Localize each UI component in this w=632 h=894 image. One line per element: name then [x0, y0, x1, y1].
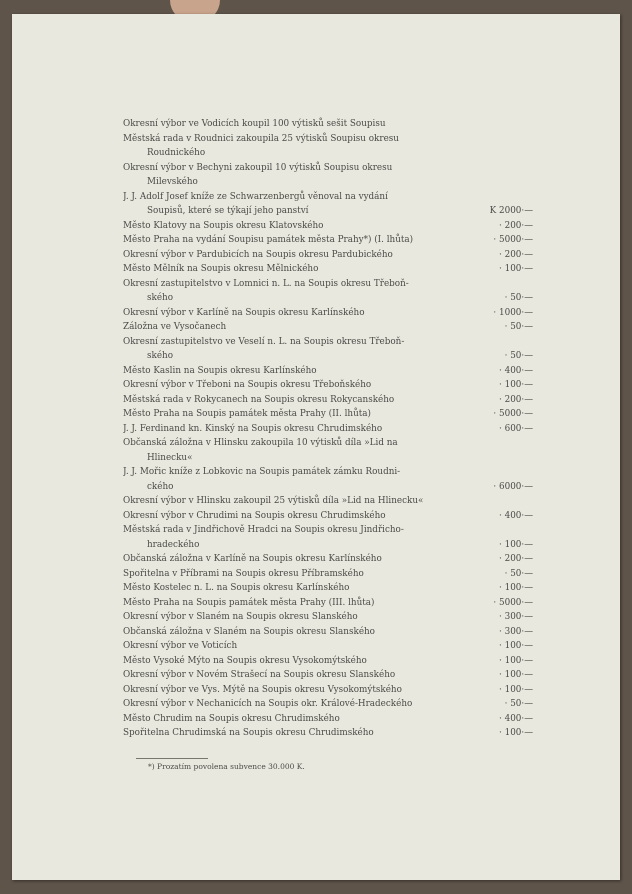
- entry-text: Roudnického: [147, 148, 206, 158]
- entry-amount: · 600·—: [499, 423, 533, 434]
- entry-amount: · 5000·—: [493, 235, 533, 245]
- entry-text: Okresní výbor v Slaném na Soupis okresu Slanského: [123, 612, 358, 622]
- entry-text: Okresní výbor v Bechyni zakoupil 10 výtisků Soupisu okresu: [123, 162, 393, 173]
- entry-text: Milevského: [147, 177, 198, 187]
- list-item: [123, 204, 533, 219]
- list-item: [123, 277, 533, 292]
- list-item: [123, 364, 533, 379]
- entry-amount: · 100·—: [499, 728, 533, 738]
- entry-amount: · 50·—: [504, 322, 533, 332]
- list-item: [123, 494, 533, 509]
- list-item: [123, 291, 533, 306]
- list-item: [123, 436, 533, 451]
- entry-amount: · 100·—: [499, 641, 533, 651]
- entry-text: ského: [147, 293, 174, 303]
- list-item: [123, 683, 533, 698]
- list-item: [123, 451, 533, 466]
- list-item: [123, 233, 533, 248]
- list-item: [123, 668, 533, 683]
- entry-text: Město Vysoké Mýto na Soupis okresu Vysokomýtského: [123, 655, 367, 666]
- entry-text: Okresní výbor v Novém Strašecí na Soupis okresu Slanského: [123, 670, 396, 680]
- entry-text: ckého: [147, 481, 174, 492]
- list-item: [123, 509, 533, 524]
- entry-text: Soupisů, které se týkají jeho panství: [147, 206, 309, 216]
- entry-text: Okresní výbor ve Vys. Mýtě na Soupis okresu Vysokomýtského: [123, 684, 402, 695]
- entry-text: Spořitelna Chrudimská na Soupis okresu Chrudimského: [123, 728, 374, 738]
- entry-text: J. J. Ferdinand kn. Kinský na Soupis okresu Chrudimského: [123, 423, 383, 434]
- entry-text: Záložna ve Vysočanech: [123, 322, 227, 332]
- list-item: [123, 581, 533, 596]
- entry-text: Město Kaslin na Soupis okresu Karlínského: [123, 365, 317, 376]
- list-item: [123, 712, 533, 727]
- entry-text: hradeckého: [147, 539, 200, 550]
- entry-text: Město Klatovy na Soupis okresu Klatovského: [123, 220, 324, 231]
- entry-text: Občanská záložna v Hlinsku zakoupila 10 výtisků díla »Lid na: [123, 438, 398, 448]
- list-item: [123, 726, 533, 741]
- entry-text: Okresní výbor v Pardubicích na Soupis okresu Pardubického: [123, 249, 393, 260]
- list-item: [123, 219, 533, 234]
- entry-amount: · 100·—: [499, 380, 533, 390]
- entry-amount: · 50·—: [504, 699, 533, 709]
- list-item: [123, 262, 533, 277]
- entry-text: Město Praha na vydání Soupisu památek města Prahy*) (I. lhůta): [123, 235, 414, 245]
- list-item: [123, 697, 533, 712]
- entry-text: Město Mělník na Soupis okresu Mělnického: [123, 264, 319, 274]
- entry-text: Okresní zastupitelstvo ve Veselí n. L. na Soupis okresu Třeboň-: [123, 336, 405, 347]
- entry-text: Město Chrudim na Soupis okresu Chrudimského: [123, 713, 340, 724]
- entry-text: Okresní výbor v Třeboni na Soupis okresu Třeboňského: [123, 380, 372, 390]
- entry-amount: · 200·—: [499, 394, 533, 405]
- entry-amount: K 2000·—: [489, 206, 533, 216]
- entry-amount: · 50·—: [504, 568, 533, 579]
- list-item: [123, 132, 533, 147]
- entry-amount: · 50·—: [504, 351, 533, 361]
- list-item: [123, 393, 533, 408]
- donation-list: [12, 14, 620, 880]
- entry-amount: · 50·—: [504, 293, 533, 303]
- list-item: [123, 552, 533, 567]
- entry-text: Okresní zastupitelstvo v Lomnici n. L. na Soupis okresu Třeboň-: [123, 278, 409, 289]
- list-item: [123, 567, 533, 582]
- list-item: [123, 639, 533, 654]
- entry-text: Občanská záložna v Slaném na Soupis okresu Slanského: [123, 626, 375, 637]
- footnote-rule: [136, 758, 208, 759]
- list-item: [123, 480, 533, 495]
- entry-amount: · 200·—: [499, 249, 533, 260]
- entry-amount: · 6000·—: [493, 481, 533, 492]
- entry-text: Okresní výbor ve Vodicích koupil 100 výtisků sešit Soupisu: [123, 119, 386, 129]
- entry-text: Okresní výbor v Karlíně na Soupis okresu Karlínského: [123, 307, 365, 318]
- entry-amount: · 300·—: [499, 612, 533, 622]
- entry-amount: · 200·—: [499, 554, 533, 564]
- entry-amount: · 400·—: [499, 365, 533, 376]
- entry-amount: · 400·—: [499, 713, 533, 724]
- entry-amount: · 100·—: [499, 670, 533, 680]
- entry-amount: · 100·—: [499, 684, 533, 695]
- entry-text: Okresní výbor v Nechanicích na Soupis okr. Králové-Hradeckého: [123, 699, 413, 709]
- entry-text: Městská rada v Roudnici zakoupila 25 výtisků Soupisu okresu: [123, 133, 399, 144]
- list-item: [123, 465, 533, 480]
- entry-amount: · 5000·—: [493, 597, 533, 608]
- list-item: [123, 596, 533, 611]
- list-item: [123, 306, 533, 321]
- document-page: [12, 14, 620, 880]
- list-item: [123, 610, 533, 625]
- list-item: [123, 422, 533, 437]
- entry-text: Občanská záložna v Karlíně na Soupis okresu Karlínského: [123, 554, 382, 564]
- entry-amount: · 1000·—: [493, 307, 533, 318]
- list-item: [123, 175, 533, 190]
- entry-text: Město Praha na Soupis památek města Prahy (III. lhůta): [123, 597, 375, 608]
- entry-amount: · 400·—: [499, 510, 533, 521]
- list-item: [123, 161, 533, 176]
- entry-text: J. J. Mořic kníže z Lobkovic na Soupis památek zámku Roudni-: [123, 467, 401, 477]
- entry-text: Městská rada v Rokycanech na Soupis okresu Rokycanského: [123, 394, 395, 405]
- list-item: [123, 407, 533, 422]
- entry-text: Město Kostelec n. L. na Soupis okresu Karlínského: [123, 583, 350, 593]
- footnote: *) Prozatím povolena subvence 30.000 K.: [148, 762, 305, 771]
- list-item: [123, 654, 533, 669]
- list-item: [123, 538, 533, 553]
- entry-text: Spořitelna v Příbrami na Soupis okresu Příbramského: [123, 568, 364, 579]
- list-item: [123, 625, 533, 640]
- list-item: [123, 117, 533, 132]
- entry-amount: · 100·—: [499, 583, 533, 593]
- entry-amount: · 100·—: [499, 264, 533, 274]
- entry-text: Hlinecku«: [147, 452, 193, 463]
- entry-amount: · 200·—: [499, 220, 533, 231]
- list-item: [123, 378, 533, 393]
- entry-text: Okresní výbor ve Voticích: [123, 641, 238, 651]
- entry-amount: · 5000·—: [493, 409, 533, 419]
- list-item: [123, 146, 533, 161]
- list-item: [123, 523, 533, 538]
- entry-text: Okresní výbor v Hlinsku zakoupil 25 výtisků díla »Lid na Hlinecku«: [123, 496, 424, 506]
- entry-amount: · 100·—: [499, 539, 533, 550]
- list-item: [123, 349, 533, 364]
- list-item: [123, 248, 533, 263]
- list-item: [123, 335, 533, 350]
- entry-text: J. J. Adolf Josef kníže ze Schwarzenbergů věnoval na vydání: [123, 191, 388, 202]
- entry-text: ského: [147, 351, 174, 361]
- list-item: [123, 190, 533, 205]
- entry-amount: · 100·—: [499, 655, 533, 666]
- entry-text: Město Praha na Soupis památek města Prahy (II. lhůta): [123, 409, 371, 419]
- entry-text: Okresní výbor v Chrudimi na Soupis okresu Chrudimského: [123, 510, 386, 521]
- entry-text: Městská rada v Jindřichově Hradci na Soupis okresu Jindřicho-: [123, 525, 404, 535]
- entry-amount: · 300·—: [499, 626, 533, 637]
- list-item: [123, 320, 533, 335]
